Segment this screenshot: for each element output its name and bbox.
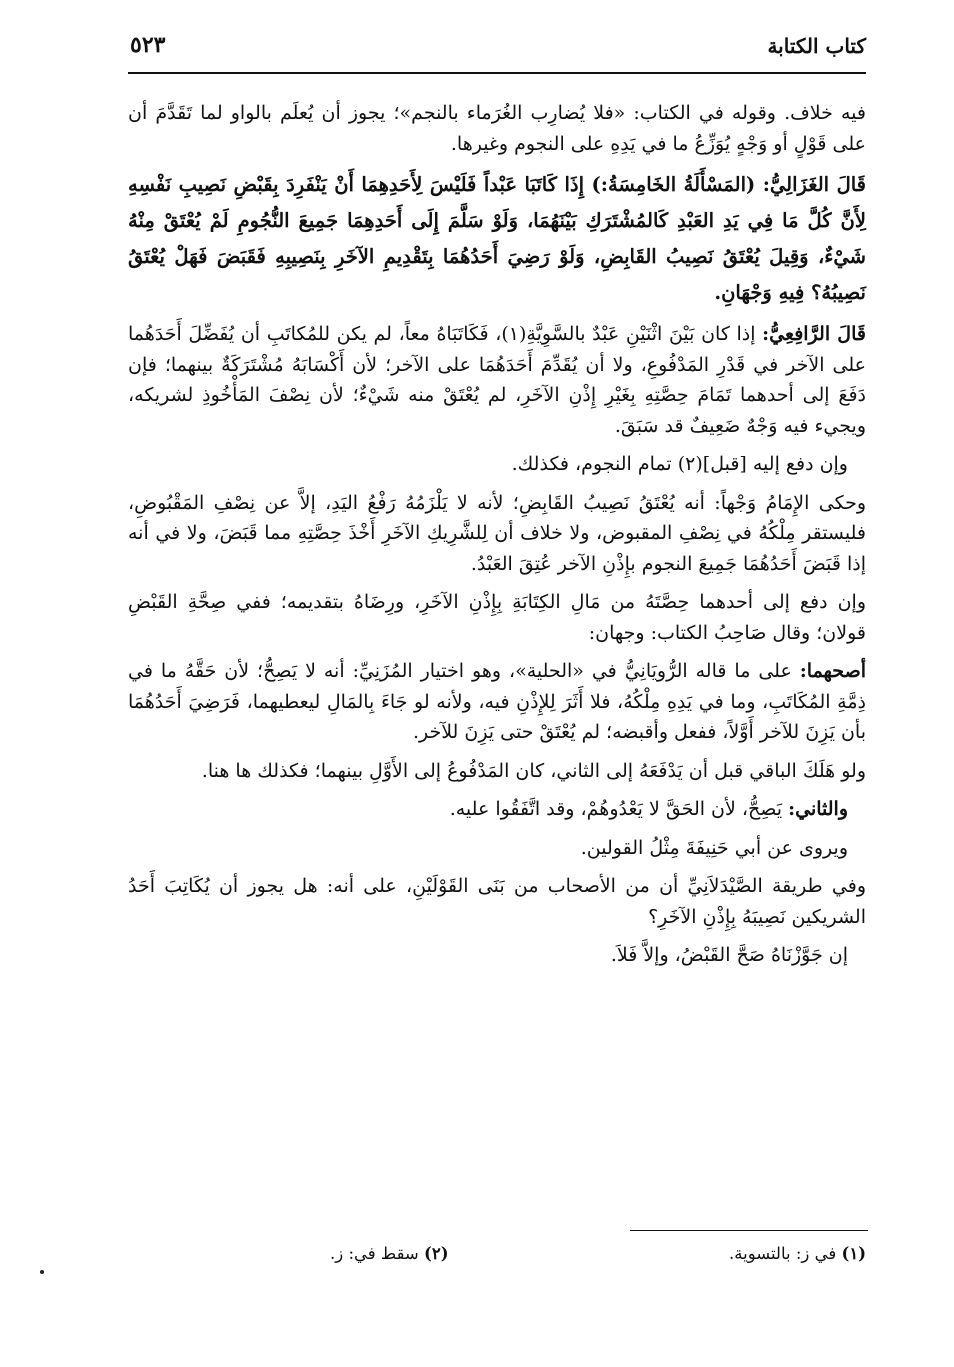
paragraph-text: إن جَوَّزْنَاهُ صَحَّ القَبْضُ، وإلاَّ فَلاَ. [610, 944, 848, 966]
scan-speck [40, 1270, 44, 1274]
paragraph-10 [128, 833, 866, 864]
paragraph-8 [128, 756, 866, 787]
paragraph-11 [128, 871, 866, 932]
paragraph-6 [128, 587, 866, 648]
paragraph-text: يَصِحُّ، لأن الحَقَّ لا يَعْدُوهُمْ، وقد اتَّفَقُوا عليه. [449, 798, 789, 820]
footnote-number: (٢) [424, 1244, 449, 1263]
paragraph-7 [128, 656, 866, 748]
paragraph-5 [128, 488, 866, 580]
footnote-text: سقط في: ز. [330, 1244, 419, 1263]
footnotes [330, 1244, 866, 1274]
running-title: كتاب الكتابة [767, 34, 866, 58]
paragraph-lead: قَالَ الرَّافِعِيُّ: [762, 323, 866, 345]
paragraph-4 [128, 449, 866, 480]
paragraph-lead: والثاني: [788, 798, 848, 820]
page-header [128, 30, 866, 74]
paragraph-ghazali-matn [128, 167, 866, 311]
paragraph-1 [128, 98, 866, 159]
paragraph-text: وإن دفع إلى أحدهما حِصَّتَهُ من مَالِ الكِتَابَةِ بِإِذْنِ الآخَرِ، ورِضَاهُ بتقديمه؛ ففي صِحَّةِ القَبْضِ قولان؛ وقال صَاحِبُ الكتاب: وجهان: [128, 591, 866, 644]
paragraph-text: ولو هَلَكَ الباقي قبل أن يَدْفَعَهُ إلى الثاني، كان المَدْفُوعُ إلى الأَوَّلِ بينهما؛ فكذلك ها هنا. [201, 759, 866, 782]
paragraph-lead: قَالَ الغَزَالِيُّ: [762, 173, 867, 196]
paragraph-text: ويروى عن أبي حَنِيفَةَ مِثْلُ القولين. [580, 836, 848, 859]
footnote-number: (١) [841, 1244, 866, 1263]
footnote-2 [330, 1244, 449, 1263]
paragraph-text: وفي طريقة الصَّيْدَلاَنِيِّ أن من الأصحاب من بَنَى القَوْلَيْنِ، على أنه: هل يجوز أن يُكَاتِبَ أَحَدُ الشريكين نَصِيبَهُ بِإِذْنِ الآخَرِ؟ [128, 875, 866, 928]
footnote-1 [729, 1244, 866, 1263]
paragraph-text: فيه خلاف. وقوله في الكتاب: «فلا يُضارِب الغُرَماء بالنجم»؛ يجوز أن يُعلَم بالواو لما تَقَدَّمَ أن على قَوْلٍ أو وَجْهٍ يُوَزِّعُ ما في يَدِهِ على النجوم وغيرها. [128, 102, 866, 155]
paragraph-rafii [128, 319, 866, 441]
body-text [128, 98, 866, 979]
paragraph-text: (المَسْأَلَةُ الخَامِسَةُ:) إِذَا كَاتَبَا عَبْداً فَلَيْسَ لِأَحَدِهِمَا أَنْ يَنْفَرِدَ بِقَبْضِ نَصِيبِ نَفْسِهِ لِأَنَّ كُلَّ مَا فِي يَدِ العَبْدِ كَالمُشْتَرَكِ بَيْنَهُمَا، وَلَوْ سَلَّمَ إِلَى أَحَدِهِمَا جَمِيعَ النُّجُومِ لَمْ يُعْتَقْ مِنْهُ شَيْءٌ، وَقِيلَ يُعْتَقُ نَصِيبُ القَابِضِ، وَلَوْ رَضِيَ أَحَدُهُمَا بِتَقْدِيمِ الآخَرِ بِنَصِيبِهِ فَقَبَضَ فَهَلْ يُعْتَقُ نَصِيبُهُ؟ فِيهِ وَجْهَانِ. [128, 173, 866, 304]
page-number: ٥٢٣ [130, 32, 166, 58]
paragraph-lead: أصحهما: [799, 660, 866, 682]
paragraph-text: إذا كان بَيْنَ اثْنَيْنِ عَبْدٌ بالسَّوِيَّةِ(١)، فَكَاتَبَاهُ معاً، لم يكن للمُكاتَبِ أن يُفَضِّلَ أَحَدَهُما على الآخر في قَدْرِ المَدْفُوعِ، ولا أن يُقَدِّمَ أَحَدَهُمَا على الآخر؛ لأن أَكْسَابَهُ مُشْتَرَكَةٌ بينهما؛ فإن دَفَعَ إلى أحدهما تَمَامَ حِصَّتِهِ بِغَيْرِ إِذْنِ الآخَرِ، لم يُعْتَقْ منه شَيْءٌ؛ لأن نِصْفَ المَأْخُوذِ لشريكه، ويجيء فيه وَجْهٌ ضَعِيفٌ قد سَبَقَ. [128, 323, 866, 437]
paragraph-text: وإن دفع إليه [قبل](٢) تمام النجوم، فكذلك. [511, 453, 848, 475]
paragraph-text: على ما قاله الرُّويَانِيُّ في «الحلية»، وهو اختيار المُزَنِيِّ: أنه لا يَصِحُّ؛ لأن حَقَّهُ ما في ذِمَّةِ المُكَاتَبِ، وما في يَدِهِ مِلْكُهُ، فلا أَثَرَ لِلإِذْنِ فيه، ولأنه لو جَاءَ بِالمَالِ ليعطيهما، فَرَضِيَ أَحَدُهُمَا بأن يَزِنَ للآخر أَوَّلاً، ففعل وأقبضه؛ لم يُعْتَقْ حتى يَزِنَ للآخر. [128, 660, 866, 743]
paragraph-12 [128, 940, 866, 971]
footnote-text: في ز: بالتسوية. [729, 1244, 837, 1263]
paragraph-text: وحكى الإِمَامُ وَجْهاً: أنه يُعْتَقُ نَصِيبُ القَابِضِ؛ لأنه لا يَلْزَمُهُ رَفْعُ اليَدِ، إلاَّ عن نِصْفِ المَقْبُوضِ، فليستقر مِلْكُهُ في نِصْفِ المقبوض، ولا خلاف أن لِلشَّرِيكِ الآخَرِ أَخْذَ حِصَّتِهِ مما قَبَضَ، ولا في أنه إذا قَبَضَ أَحَدُهُمَا جَمِيعَ النجوم بإِذْنِ الآخر عُتِقَ العَبْدُ. [128, 491, 866, 575]
paragraph-9 [128, 794, 866, 825]
footnote-divider [630, 1230, 868, 1231]
